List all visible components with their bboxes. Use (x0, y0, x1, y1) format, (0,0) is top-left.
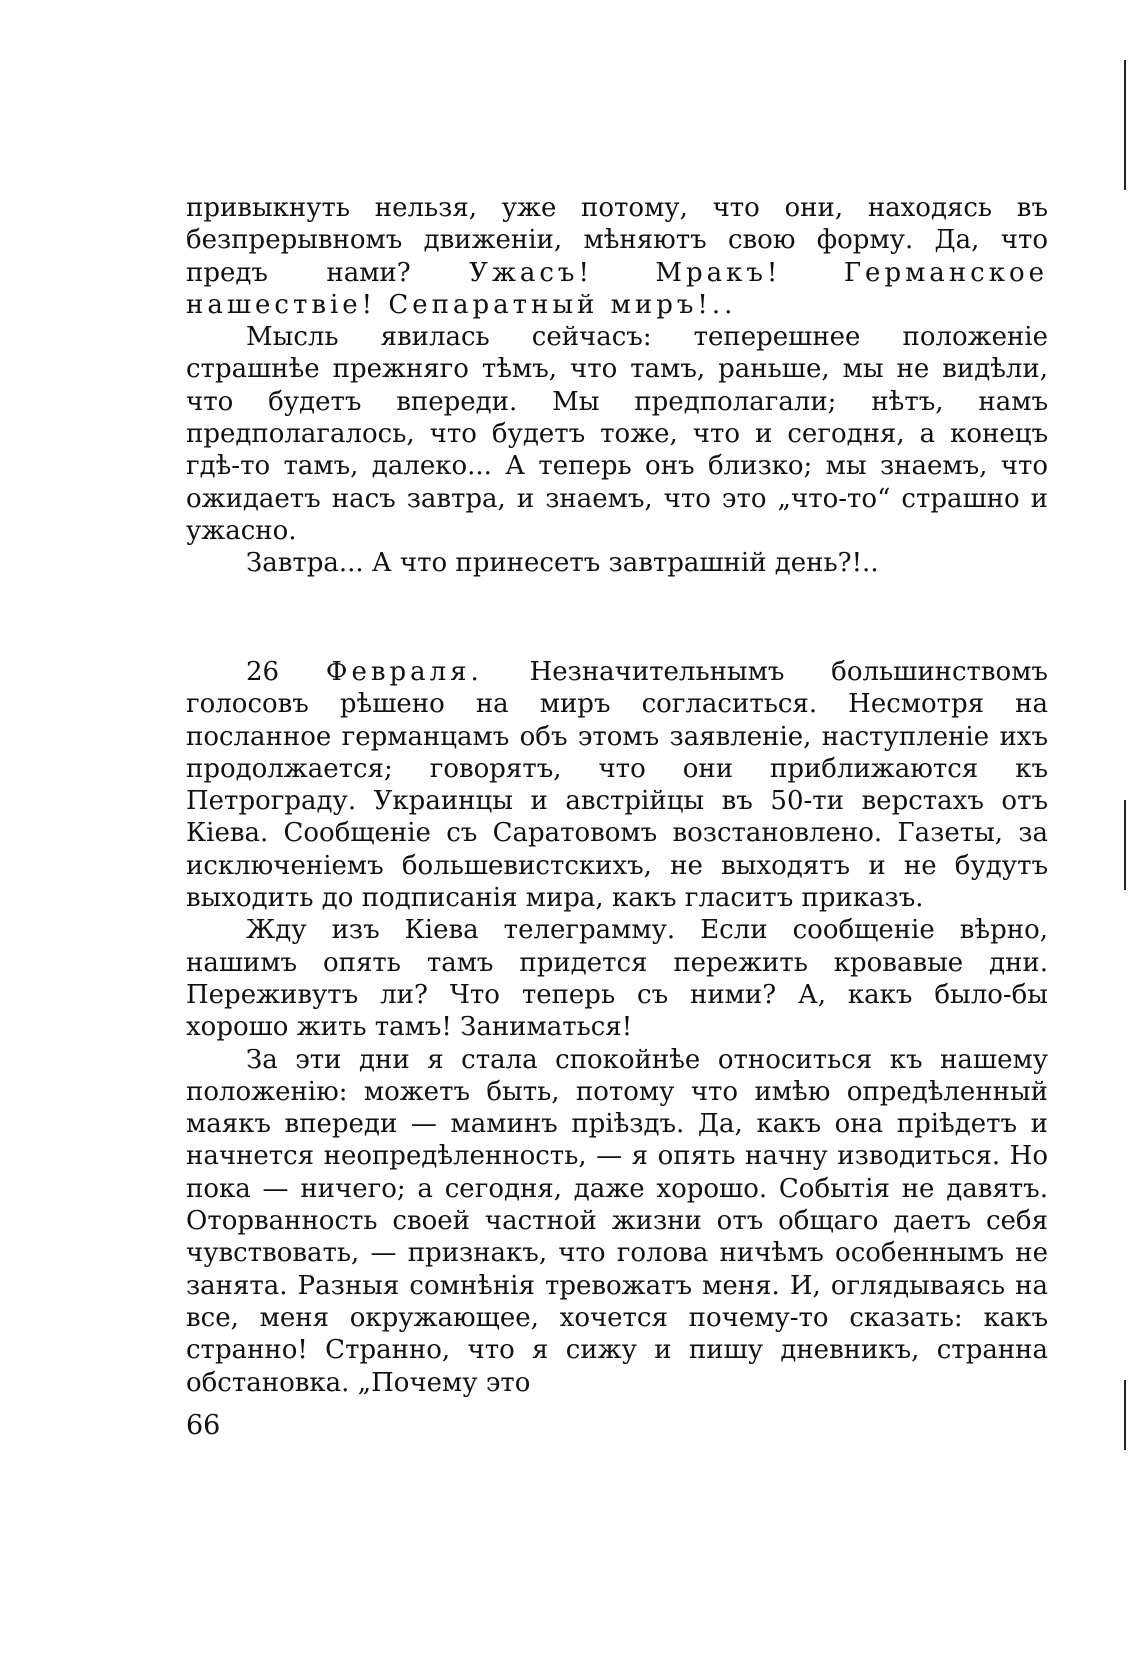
spaced-emphasis-text: Ужасъ! Мракъ! Германское нашествiе! Сепаратный миръ!.. (186, 257, 1048, 320)
entry-date-number: 26 (246, 657, 326, 687)
paragraph: Мысль явилась сейчасъ: теперешнее положенiе страшнѣе прежняго тѣмъ, что тамъ, раньше, мы не видѣли, что будетъ впереди. Мы предполагали; нѣтъ, намъ предполагалось, что будетъ тоже, что и сегодня, а конецъ гдѣ-то тамъ, далеко... А теперь онъ близко; мы знаемъ, что ожидаетъ насъ завтра, и знаемъ, что это „что-то“ страшно и ужасно. (186, 322, 1048, 546)
paragraph-text: привыкнуть нельзя, уже потому, что они, находясь въ безпрерывномъ движенiи, мѣняютъ свою форму. Да, что предъ нами? (186, 193, 1048, 288)
page-number: 66 (186, 1410, 221, 1441)
paragraph (186, 192, 1048, 321)
paragraph: За эти дни я стала спокойнѣе относиться къ нашему положенiю: можетъ быть, потому что имѣю опредѣленный маякъ впереди — маминъ прiѣздъ. Да, какъ она прiѣдетъ и начнется неопредѣленность, — я опять начну изводиться. Но пока — ничего; а сегодня, даже хорошо. Событiя не давятъ. Оторванность своей частной жизни отъ общаго даетъ себя чувствовать, — признакъ, что голова ничѣмъ особеннымъ не занята. Разныя сомнѣнiя тревожатъ меня. И, оглядываясь на все, меня окружающее, хочется почему-то сказать: какъ странно! Странно, что я сижу и пишу дневникъ, странна обстановка. „Почему это (186, 1044, 1048, 1398)
paragraph (186, 656, 1048, 914)
page-edge-mark (1124, 60, 1126, 190)
diary-entry (186, 656, 1048, 1399)
page-edge-mark (1124, 1380, 1126, 1450)
paragraph-text: Незначительнымъ большинствомъ голосовъ рѣшено на миръ согласиться. Несмотря на посланное германцамъ объ этомъ заявленiе, наступленiе ихъ продолжается; говорятъ, что они приближаются къ Петрограду. Украинцы и австрiйцы въ 50-ти верстахъ отъ Кiева. Сообщенiе съ Саратовомъ возстановлено. Газеты, за исключенiемъ большевистскихъ, не выходятъ и не будутъ выходить до подписанiя мира, какъ гласитъ приказъ. (186, 657, 1048, 914)
paragraph: Жду изъ Кiева телеграмму. Если сообщенiе вѣрно, нашимъ опять тамъ придется пережить кровавые дни. Переживутъ ли? Что теперь съ ними? А, какъ было-бы хорошо жить тамъ! Заниматься! (186, 915, 1048, 1043)
text-block-continuation (186, 192, 1048, 580)
paragraph: Завтра... А что принесетъ завтрашнiй день?!.. (246, 548, 879, 579)
entry-date-month: Февраля. (325, 657, 483, 687)
page-edge-mark (1124, 800, 1126, 890)
